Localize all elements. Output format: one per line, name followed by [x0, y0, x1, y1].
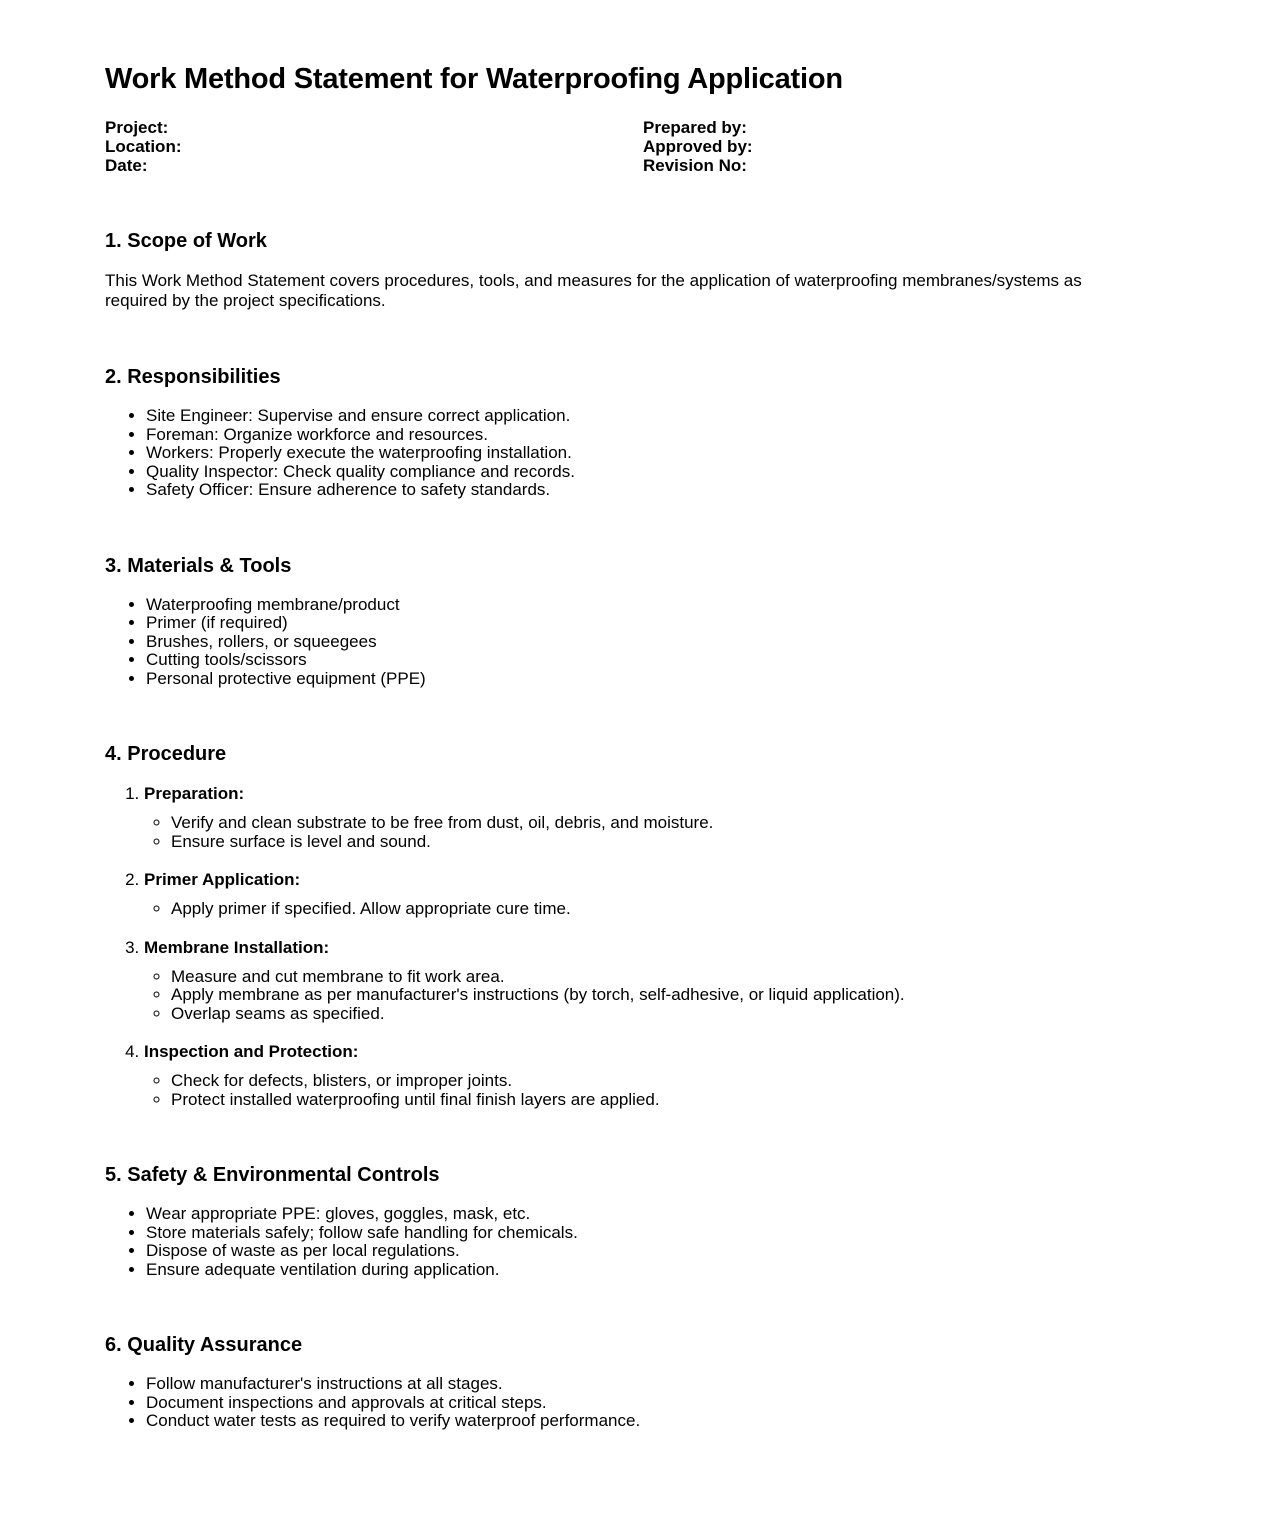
list-item: ◦ Apply primer if specified. Allow appropriate cure time. — [171, 900, 1135, 919]
list-item: • Wear appropriate PPE: gloves, goggles, mask, etc. — [146, 1205, 1135, 1224]
procedure-step-detail-list — [144, 1072, 1135, 1109]
procedure-step-detail-list — [144, 814, 1135, 851]
procedure-step-label: Inspection and Protection: — [144, 1042, 359, 1062]
list-item: • Store materials safely; follow safe handling for chemicals. — [146, 1224, 1135, 1243]
meta-label-location: Location: — [105, 137, 182, 157]
list-item: • Ensure adequate ventilation during application. — [146, 1261, 1135, 1280]
procedure-step-detail-list — [144, 900, 1135, 919]
safety-controls-list — [105, 1205, 1135, 1279]
page-title: Work Method Statement for Waterproofing Application — [105, 63, 843, 95]
list-item: • Document inspections and approvals at critical steps. — [146, 1394, 1135, 1413]
list-item: • Waterproofing membrane/product — [146, 596, 1135, 615]
meta-row — [105, 137, 1135, 156]
list-item: ◦ Measure and cut membrane to fit work area. — [171, 968, 1135, 987]
list-item: ◦ Verify and clean substrate to be free from dust, oil, debris, and moisture. — [171, 814, 1135, 833]
list-item: • Cutting tools/scissors — [146, 651, 1135, 670]
section-heading-quality-assurance: 6. Quality Assurance — [105, 1334, 303, 1357]
list-item: • Primer (if required) — [146, 614, 1135, 633]
list-item: • Site Engineer: Supervise and ensure correct application. — [146, 407, 1135, 426]
procedure-step — [144, 784, 1135, 851]
list-item: • Quality Inspector: Check quality compliance and records. — [146, 463, 1135, 482]
list-item: ◦ Protect installed waterproofing until final finish layers are applied. — [171, 1091, 1135, 1110]
scope-of-work-paragraph: This Work Method Statement covers procedures, tools, and measures for the application of waterproofing membranes/systems as required by the project specifications. — [105, 271, 1082, 311]
responsibilities-list — [105, 407, 1135, 500]
procedure-step-label: Membrane Installation: — [144, 937, 330, 957]
procedure-step — [144, 938, 1135, 1024]
list-item: ◦ Overlap seams as specified. — [171, 1005, 1135, 1024]
procedure-step-detail-list — [144, 968, 1135, 1024]
procedure-step-label: Primer Application: — [144, 870, 301, 890]
section-heading-procedure: 4. Procedure — [105, 743, 227, 766]
section-heading-materials-and-tools: 3. Materials & Tools — [105, 554, 292, 577]
list-item: ◦ Check for defects, blisters, or improper joints. — [171, 1072, 1135, 1091]
list-item: • Foreman: Organize workforce and resources. — [146, 426, 1135, 445]
meta-label-prepared-by: Prepared by: — [643, 118, 747, 138]
meta-label-revision-no: Revision No: — [643, 156, 747, 176]
list-item: • Workers: Properly execute the waterproofing installation. — [146, 444, 1135, 463]
list-item: • Conduct water tests as required to verify waterproof performance. — [146, 1412, 1135, 1431]
list-item: • Safety Officer: Ensure adherence to safety standards. — [146, 481, 1135, 500]
materials-and-tools-list — [105, 596, 1135, 689]
list-item: • Follow manufacturer's instructions at all stages. — [146, 1375, 1135, 1394]
meta-label-project: Project: — [105, 118, 169, 138]
procedure-steps-list — [105, 784, 1135, 1109]
section-heading-safety-and-environmental-controls: 5. Safety & Environmental Controls — [105, 1164, 440, 1187]
meta-row — [105, 156, 1135, 175]
list-item: • Brushes, rollers, or squeegees — [146, 633, 1135, 652]
meta-label-approved-by: Approved by: — [643, 137, 753, 157]
quality-assurance-list — [105, 1375, 1135, 1431]
procedure-step — [144, 1042, 1135, 1109]
procedure-step-label: Preparation: — [144, 784, 245, 804]
section-heading-responsibilities: 2. Responsibilities — [105, 366, 281, 389]
list-item: ◦ Ensure surface is level and sound. — [171, 833, 1135, 852]
meta-label-date: Date: — [105, 156, 148, 176]
list-item: ◦ Apply membrane as per manufacturer's instructions (by torch, self-adhesive, or liquid application). — [171, 986, 1135, 1005]
document-meta-block — [105, 118, 1135, 175]
list-item: • Dispose of waste as per local regulations. — [146, 1242, 1135, 1261]
meta-row — [105, 118, 1135, 137]
procedure-step — [144, 870, 1135, 919]
list-item: • Personal protective equipment (PPE) — [146, 670, 1135, 689]
section-heading-scope-of-work: 1. Scope of Work — [105, 230, 267, 253]
